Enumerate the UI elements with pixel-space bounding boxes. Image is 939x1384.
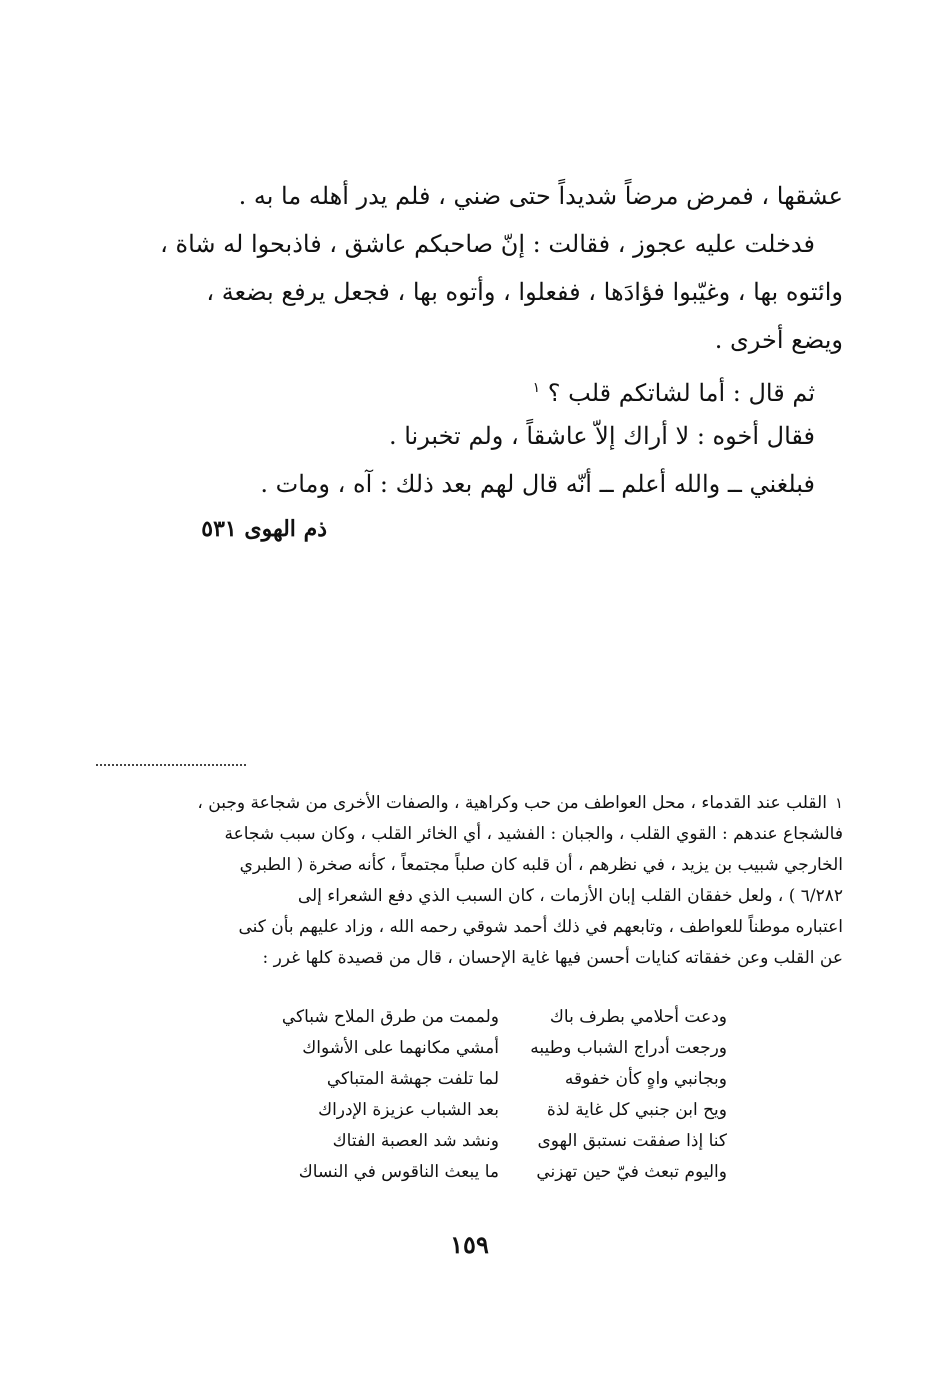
poem-second-hemistich: ولممت من طرق الملاح شباكي: [281, 1007, 499, 1027]
poem-second-hemistich: لما تلفت جهشة المتباكي: [326, 1069, 499, 1089]
footnote-number: ١: [834, 794, 843, 812]
poem-first-hemistich: واليوم تبعث فيّ حين تهزني: [536, 1162, 727, 1182]
footnote-line-5: اعتباره موطناً للعواطف ، وتابعهم في ذلك أحمد شوقي رحمه الله ، وزاد عليهم بأن كنى: [238, 917, 843, 937]
main-line-1: عشقها ، فمرض مرضاً شديداً حتى ضني ، فلم يدر أهله ما به .: [238, 182, 843, 210]
poem-first-hemistich: وبجانبي واهٍ كأن خفوقه: [564, 1069, 727, 1089]
main-line-3: وائتوه بها ، وغيّبوا فؤادَها ، ففعلوا ، وأتوه بها ، فجعل يرفع بضعة ،: [206, 278, 843, 306]
main-line-5-text: ثم قال : أما لشاتكم قلب ؟: [547, 379, 815, 407]
footnote-line-1-text: القلب عند القدماء ، محل العواطف من حب وكراهية ، والصفات الأخرى من شجاعة وجبن ،: [197, 793, 827, 813]
poem-verse: [277, 1157, 727, 1188]
poem-first-hemistich: كنا إذا صفقت نستبق الهوى: [537, 1131, 727, 1151]
poem-verse: [277, 1126, 727, 1157]
poem-first-hemistich: ودعت أحلامي بطرف باك: [549, 1007, 727, 1027]
footnote-line-1: [95, 788, 843, 819]
main-line-6: فقال أخوه : لا أراك إلاّ عاشقاً ، ولم تخبرنا .: [388, 422, 815, 450]
main-line-2: فدخلت عليه عجوز ، فقالت : إنّ صاحبكم عاشق ، فاذبحوا له شاة ،: [160, 230, 815, 258]
poem-verse: [277, 1033, 727, 1064]
poem-first-hemistich: ويح ابن جنبي كل غاية لذة: [546, 1100, 727, 1120]
main-text: [95, 172, 843, 508]
poem: [277, 1002, 727, 1188]
poem-verse: [277, 1064, 727, 1095]
poem-second-hemistich: ونشد شد العصبة الفتاك: [332, 1131, 499, 1151]
poem-first-hemistich: ورجعت أدراج الشباب وطيبه: [530, 1038, 727, 1058]
main-line-7: فبلغني ــ والله أعلم ــ أنّه قال لهم بعد ذلك : آه ، ومات .: [260, 470, 815, 498]
poem-second-hemistich: ما يبعث الناقوس في النساك: [298, 1162, 499, 1182]
footnote-line-4: ٦/٢٨٢ ) ، ولعل خفقان القلب إبان الأزمات ، كان السبب الذي دفع الشعراء إلى: [297, 886, 843, 906]
poem-second-hemistich: أمشي مكانهما على الأشواك: [302, 1038, 499, 1058]
footnote-divider: [96, 764, 246, 766]
poem-second-hemistich: بعد الشباب عزيزة الإدراك: [318, 1100, 499, 1120]
footnote-line-3: الخارجي شبيب بن يزيد ، في نظرهم ، أن قلبه كان صلباً مجتمعاً ، كأنه صخرة ( الطبري: [239, 855, 843, 875]
page-number: ١٥٩: [450, 1230, 489, 1259]
main-line-4: ويضع أخرى .: [714, 326, 843, 354]
main-line-5: [95, 364, 843, 412]
source-citation: ذم الهوى ٥٣١: [201, 516, 327, 542]
footnote-line-6: عن القلب وعن خفقاته كنايات أحسن فيها غاية الإحسان ، قال من قصيدة كلها غرر :: [262, 948, 843, 968]
footnote-reference: ١: [532, 380, 541, 396]
footnote-line-2: فالشجاع عندهم : القوي القلب ، والجبان : الفشيد ، أي الخائر القلب ، وكان سبب شجاعة: [224, 824, 843, 844]
poem-verse: [277, 1095, 727, 1126]
poem-verse: [277, 1002, 727, 1033]
footnote: [95, 788, 843, 974]
